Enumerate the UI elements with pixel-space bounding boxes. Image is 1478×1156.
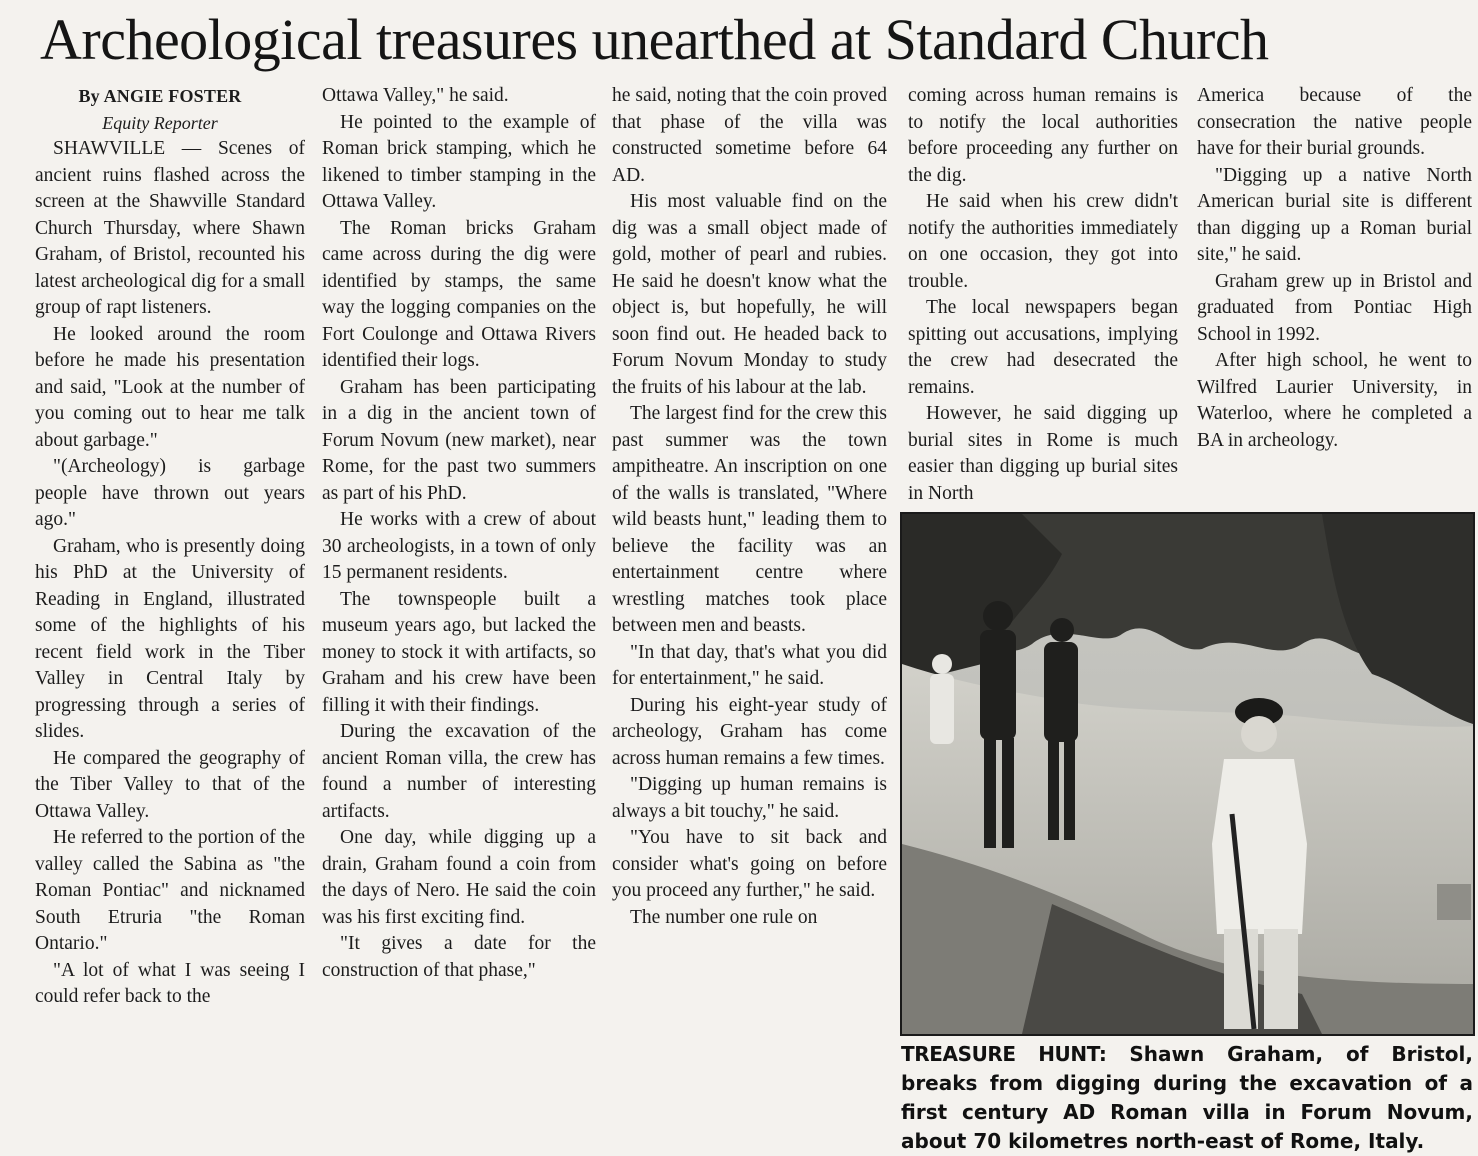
article-column-5 bbox=[1197, 83, 1472, 513]
paragraph: Graham, who is presently doing his PhD at the University of Reading in England, illustrated some of the highlights of his recent field work in the Tiber Valley in Central Italy by progressing through a series of slides. bbox=[35, 535, 305, 742]
paragraph: The number one rule on bbox=[630, 906, 818, 928]
paragraph: After high school, he went to Wilfred Laurier University, in Waterloo, where he completed a BA in archeology. bbox=[1197, 350, 1472, 451]
paragraph: coming across human remains is to notify the local authorities before proceeding any further on the dig. bbox=[908, 85, 1178, 186]
reporter-affiliation: Equity Reporter bbox=[102, 112, 218, 133]
paragraph: He compared the geography of the Tiber Valley to that of the Ottawa Valley. bbox=[35, 747, 305, 822]
paragraph: "A lot of what I was seeing I could refer back to the bbox=[35, 959, 305, 1007]
paragraph: The townspeople built a museum years ago, but lacked the money to stock it with artifacts, so Graham and his crew have been filling it with their findings. bbox=[322, 588, 596, 716]
paragraph: "It gives a date for the construction of that phase," bbox=[322, 933, 596, 981]
paragraph: He referred to the portion of the valley called the Sabina as "the Roman Pontiac" and nicknamed South Etruria "the Roman Ontario." bbox=[35, 827, 305, 954]
photo-illustration bbox=[902, 514, 1473, 1034]
paragraph: During his eight-year study of archeology, Graham has come across human remains a few times. bbox=[612, 694, 887, 769]
paragraph: "You have to sit back and consider what's going on before you proceed any further," he said. bbox=[612, 827, 887, 901]
excavation-photo bbox=[900, 512, 1475, 1036]
paragraph: "Digging up a native North American burial site is different than digging up a Roman burial site," he said. bbox=[1197, 164, 1472, 265]
paragraph: Graham has been participating in a dig in the ancient town of Forum Novum (new market), near Rome, for the past two summers as part of his PhD. bbox=[322, 376, 596, 504]
paragraph: "In that day, that's what you did for entertainment," he said. bbox=[612, 641, 887, 689]
caption-text: Shawn Graham, of Bristol, breaks from digging during the excavation of a first century AD Roman villa in Forum Novum, about 70 kilometres north-east of Rome, Italy. bbox=[901, 1042, 1473, 1153]
paragraph: "(Archeology) is garbage people have thrown out years ago." bbox=[35, 456, 305, 530]
paragraph: Ottawa Valley," he said. bbox=[322, 85, 509, 106]
headline: Archeological treasures unearthed at Standard Church bbox=[40, 7, 1269, 72]
paragraph: He looked around the room before he made his presentation and said, "Look at the number of you coming out to hear me talk about garbage." bbox=[35, 323, 305, 451]
paragraph: "Digging up human remains is always a bit touchy," he said. bbox=[612, 774, 887, 822]
paragraph: He said when his crew didn't notify the authorities immediately on one occasion, they got into trouble. bbox=[908, 191, 1178, 292]
paragraph: He works with a crew of about 30 archeologists, in a town of only 15 permanent residents. bbox=[322, 509, 596, 583]
paragraph: he said, noting that the coin proved that phase of the villa was constructed sometime before 64 AD. bbox=[612, 85, 887, 186]
paragraph: However, he said digging up burial sites in Rome is much easier than digging up burial sites in North bbox=[908, 403, 1178, 504]
paragraph: The local newspapers began spitting out accusations, implying the crew had desecrated the remains. bbox=[908, 297, 1178, 398]
paragraph: The largest find for the crew this past summer was the town ampitheatre. An inscription on one of the walls is translated, "Where wild beasts hunt," leading them to believe the facility was an entertainment centre where wrestling matches took place between men and beasts. bbox=[612, 403, 887, 636]
paragraph: SHAWVILLE — Scenes of ancient ruins flashed across the screen at the Shawville Standard Church Thursday, where Shawn Graham, of Bristol, recounted his latest archeological dig for a small group of rapt listeners. bbox=[35, 138, 305, 318]
photo-caption bbox=[901, 1040, 1473, 1156]
paragraph: Graham grew up in Bristol and graduated from Pontiac High School in 1992. bbox=[1197, 270, 1472, 345]
paragraph: The Roman bricks Graham came across during the dig were identified by stamps, the same way the logging companies on the Fort Coulonge and Ottawa Rivers identified their logs. bbox=[322, 217, 596, 371]
caption-label: TREASURE HUNT: bbox=[901, 1042, 1107, 1066]
article-column-2 bbox=[322, 83, 596, 1152]
paragraph: He pointed to the example of Roman brick stamping, which he likened to timber stamping in the Ottawa Valley. bbox=[322, 111, 596, 212]
paragraph: During the excavation of the ancient Roman villa, the crew has found a number of interesting artifacts. bbox=[322, 721, 596, 822]
article-column-3 bbox=[612, 83, 887, 1152]
article-column-1 bbox=[35, 83, 305, 1152]
paragraph: One day, while digging up a drain, Graham found a coin from the days of Nero. He said the coin was his first exciting find. bbox=[322, 827, 596, 928]
byline: By ANGIE FOSTER bbox=[78, 86, 242, 106]
paragraph: His most valuable find on the dig was a small object made of gold, mother of pearl and rubies. He said he doesn't know what the object is, but hopefully, he will soon find out. He headed back to Forum Novum Monday to study the fruits of his labour at the lab. bbox=[612, 191, 887, 398]
paragraph: America because of the consecration the native people have for their burial grounds. bbox=[1197, 85, 1472, 159]
